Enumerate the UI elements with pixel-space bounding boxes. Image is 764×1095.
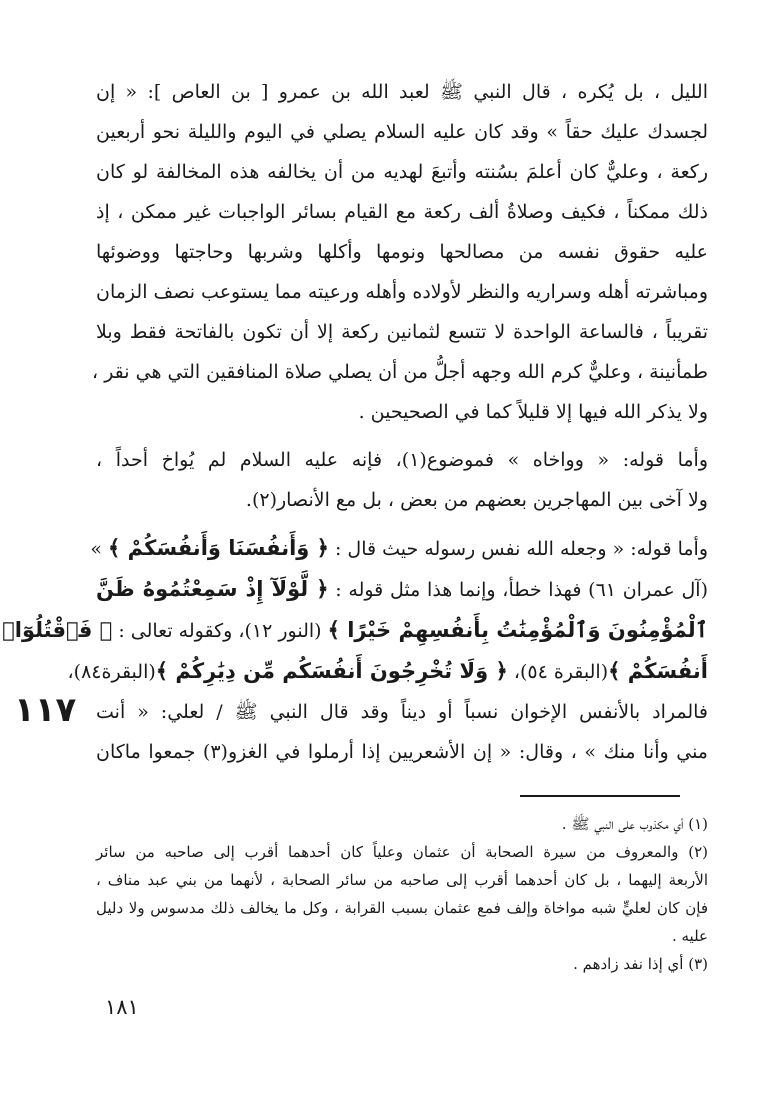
text-line: ولا يذكر الله فيها إلا قليلاً كما في الصحيحين .	[358, 401, 708, 423]
quran-verse: ﴿ وَأَنفُسَنَا وَأَنفُسَكُمْ ﴾	[108, 536, 329, 560]
footnote-divider	[520, 795, 680, 797]
text-line	[96, 569, 708, 610]
plain-text: وأما قوله: « وجعله الله نفس رسوله حيث قال :	[328, 538, 708, 560]
text-line: ومباشرته أهله وسراريه والنظر لأولاده وأهله ورعيته مما يستوعب نصف الزمان	[96, 281, 708, 303]
footnote-2	[96, 838, 708, 950]
paragraph-2	[96, 440, 708, 520]
paragraph-1	[92, 72, 708, 432]
footnote-line: (٣) أي إذا نفد زادهم .	[573, 955, 708, 973]
quran-verse: ﴿ فَٱقْتُلُوٓا۟	[2, 618, 113, 642]
margin-page-reference: ١١٧	[14, 690, 77, 730]
quran-verse: ﴿ لَّوْلَآ إِذْ سَمِعْتُمُوهُ ظَنَّ	[96, 577, 329, 601]
text-line: طمأنينة ، وعليٌّ كرم الله وجهه أجلُّ من أن يصلي صلاة المنافقين التي هي نقر ،	[92, 361, 708, 383]
footnote-1	[96, 810, 708, 838]
text-line: الليل ، بل يُكره ، قال النبي ﷺ لعبد الله بن عمرو [ بن العاص ]: « إن	[96, 81, 708, 103]
text-line: ركعة ، وعليٌّ كان أعلمَ بسُنته وأتبعَ لهديه من أن يخالفه هذه المخالفة لو كان	[96, 161, 708, 183]
footnote-line: عليه .	[671, 927, 708, 945]
footnote-line: (١) أي مكذوب على النبي ﷺ .	[561, 815, 708, 833]
footnote-3	[96, 950, 708, 978]
plain-text: (البقرة ٥٤)،	[507, 661, 609, 683]
text-line: تقريباً ، فالساعة الواحدة لا تتسع لثمانين ركعة إلا أن تكون بالفاتحة فقط وبلا	[96, 321, 708, 343]
text-line: لجسدك عليك حقاً » وقد كان عليه السلام يصلي في اليوم والليلة نحو أربعين	[96, 121, 708, 143]
plain-text: »	[90, 538, 109, 560]
quran-verse: أَنفُسَكُمْ ﴾	[608, 659, 708, 683]
footnote-line: (٢) والمعروف من سيرة الصحابة أن عثمان وعلياً كان أحدهما أقرب إلى صاحبه من سائر	[96, 843, 708, 861]
footnote-line: الأربعة إليهما ، بل كان أحدهما أقرب إلى صاحبه من سائر الصحابة ، لأنهما من بني عبد مناف ،	[96, 871, 708, 889]
text-line: وأما قوله: « وواخاه » فموضوع(١)، فإنه عليه السلام لم يُواخ أحداً ،	[96, 449, 709, 471]
footnote-line: فإن كان لعليٍّ شبه مواخاة وإلف فمع عثمان بسبب القرابة ، وكل ما يخالف ذلك مدسوس ولا دليل	[96, 899, 708, 917]
footnotes	[96, 810, 708, 978]
quran-verse: ﴿ وَلَا تُخْرِجُونَ أَنفُسَكُم مِّن دِيَٰرِكُمْ ﴾	[155, 659, 508, 683]
text-line: عليه حقوق نفسه من مصالحها ونومها وأكلها وشربها وحاجتها ووضوئها	[96, 241, 708, 263]
paragraph-4	[96, 692, 708, 772]
text-line: مني وأنا منك » ، وقال: « إن الأشعريين إذا أرملوا في الغزو(٣) جمعوا ماكان	[96, 741, 708, 763]
text-line: ذلك ممكناً ، فكيف وصلاةُ ألف ركعة مع القيام بسائر الواجبات غير ممكن ، إذ	[96, 201, 708, 223]
text-line	[90, 528, 708, 569]
text-line	[67, 651, 708, 692]
page-number: ١٨١	[105, 995, 139, 1019]
text-line: فالمراد بالأنفس الإخوان نسباً أو ديناً وقد قال النبي ﷺ / لعلي: « أنت	[96, 701, 708, 723]
plain-text: (النور ١٢)، وكقوله تعالى :	[112, 620, 328, 642]
quran-verse: ٱلْمُؤْمِنُونَ وَٱلْمُؤْمِنَٰتُ بِأَنفُسِهِمْ خَيْرًا ﴾	[327, 618, 708, 642]
plain-text: (آل عمران ٦١) فهذا خطأ، وإنما هذا مثل قوله :	[328, 579, 709, 601]
paragraph-3	[2, 528, 709, 692]
text-line: ولا آخى بين المهاجرين بعضهم من بعض ، بل مع الأنصار(٢).	[245, 489, 708, 511]
text-line	[2, 610, 708, 651]
plain-text: (البقرة٨٤)،	[67, 661, 156, 683]
